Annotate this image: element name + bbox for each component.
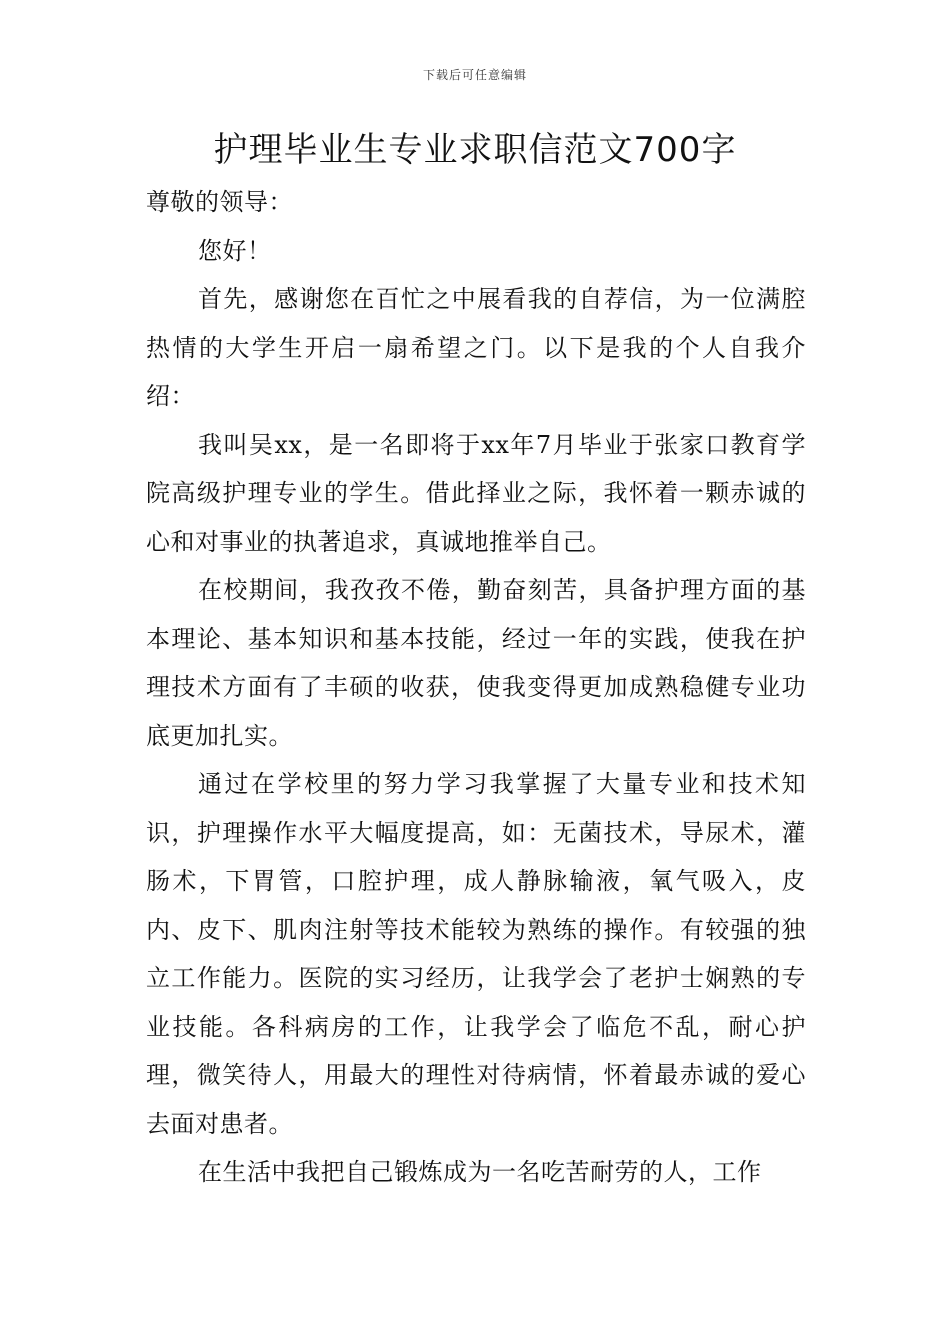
paragraph-greeting: 您好！ — [198, 236, 272, 265]
letter-body — [146, 178, 806, 1197]
paragraph-skills: 通过在学校里的努力学习我掌握了大量专业和技术知识，护理操作水平大幅度提高，如：无菌技术，导尿术，灌肠术，下胃管，口腔护理，成人静脉输液，氧气吸入，皮内、皮下、肌肉注射等技术能较为熟练的操作。有较强的独立工作能力。医院的实习经历，让我学会了老护士娴熟的专业技能。各科病房的工作，让我学会了临危不乱，耐心护理，微笑待人，用最大的理性对待病情，怀着最赤诚的爱心去面对患者。 — [146, 770, 806, 1138]
paragraph-life: 在生活中我把自己锻炼成为一名吃苦耐劳的人，工作 — [198, 1158, 762, 1186]
paragraph-study: 在校期间，我孜孜不倦，勤奋刻苦，具备护理方面的基本理论、基本知识和基本技能，经过一年的实践，使我在护理技术方面有了丰硕的收获，使我变得更加成熟稳健专业功底更加扎实。 — [146, 576, 806, 750]
document-title: 护理毕业生专业求职信范文700字 — [213, 130, 737, 170]
page-header-note: 下载后可任意编辑 — [422, 68, 527, 82]
paragraph-self: 我叫吴xx，是一名即将于xx年7月毕业于张家口教育学院高级护理专业的学生。借此择业之际，我怀着一颗赤诚的心和对事业的执著追求，真诚地推举自己。 — [146, 430, 806, 556]
salutation: 尊敬的领导： — [146, 188, 293, 216]
paragraph-intro: 首先，感谢您在百忙之中展看我的自荐信，为一位满腔热情的大学生开启一扇希望之门。以下是我的个人自我介绍： — [146, 285, 806, 410]
